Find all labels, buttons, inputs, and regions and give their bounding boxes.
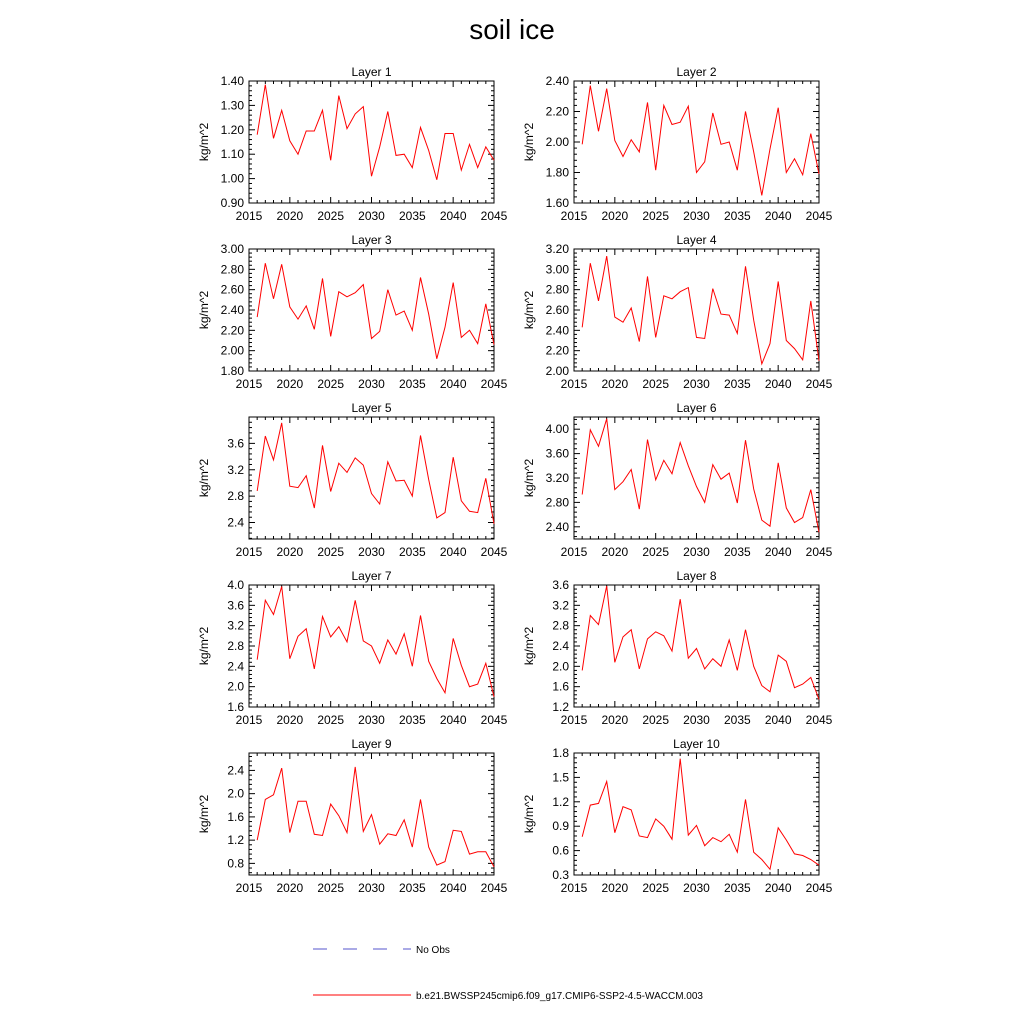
y-tick-label: 2.20 [545, 343, 569, 358]
y-tick-label: 1.00 [220, 171, 244, 186]
x-tick-label: 2020 [601, 545, 629, 559]
panel-title: Layer 5 [351, 401, 392, 415]
y-axis-label: kg/m^2 [522, 458, 536, 498]
x-tick-label: 2015 [560, 209, 588, 223]
y-tick-label: 2.0 [227, 679, 244, 694]
plot-frame [574, 585, 819, 707]
y-axis-label: kg/m^2 [522, 794, 536, 834]
chart-panel-layer-6 [522, 401, 833, 559]
x-tick-label: 2035 [723, 545, 751, 559]
x-tick-label: 2015 [560, 881, 588, 895]
y-tick-label: 3.2 [227, 462, 244, 477]
x-tick-label: 2035 [723, 377, 751, 391]
y-tick-label: 1.80 [220, 364, 244, 378]
x-tick-label: 2030 [358, 377, 385, 391]
plot-frame [574, 753, 819, 875]
y-tick-label: 2.4 [552, 639, 569, 653]
y-tick-label: 1.5 [552, 770, 569, 785]
y-axis-label: kg/m^2 [197, 458, 211, 498]
y-axis-label: kg/m^2 [197, 122, 211, 162]
panel-title: Layer 1 [351, 65, 392, 79]
chart-panel-layer-5 [197, 401, 508, 559]
panel-title: Layer 10 [673, 737, 720, 751]
y-tick-label: 2.80 [545, 282, 569, 297]
x-tick-label: 2030 [683, 545, 710, 559]
y-tick-label: 2.4 [227, 515, 244, 530]
plot-frame [249, 81, 494, 203]
x-tick-label: 2040 [439, 545, 467, 559]
series-line [257, 767, 494, 867]
series-line [582, 419, 819, 533]
y-tick-label: 3.2 [227, 618, 244, 633]
y-tick-label: 2.4 [227, 659, 244, 674]
x-tick-label: 2040 [439, 881, 467, 895]
chart-panel-layer-1 [197, 65, 508, 223]
chart-panels [197, 65, 833, 895]
x-tick-label: 2030 [358, 713, 385, 727]
x-tick-label: 2020 [276, 713, 304, 727]
y-tick-label: 3.6 [552, 578, 569, 592]
series-line [582, 586, 819, 699]
x-tick-label: 2040 [439, 377, 467, 391]
figure-title: soil ice [469, 14, 555, 45]
x-tick-label: 2020 [601, 881, 629, 895]
y-tick-label: 2.00 [545, 135, 569, 149]
panel-title: Layer 3 [351, 233, 392, 247]
x-tick-label: 2035 [723, 209, 751, 223]
x-tick-label: 2015 [560, 713, 588, 727]
y-tick-label: 2.60 [545, 303, 569, 317]
x-tick-label: 2045 [805, 545, 833, 559]
panel-title: Layer 7 [351, 569, 392, 583]
x-tick-label: 2040 [764, 881, 792, 895]
x-tick-label: 2045 [480, 377, 508, 391]
y-tick-label: 0.6 [552, 843, 569, 858]
x-tick-label: 2030 [358, 545, 385, 559]
y-tick-label: 2.80 [545, 495, 569, 510]
chart-panel-layer-10 [522, 737, 833, 895]
y-tick-label: 2.00 [545, 364, 569, 378]
x-tick-label: 2020 [276, 209, 304, 223]
x-tick-label: 2025 [642, 545, 670, 559]
chart-panel-layer-3 [197, 233, 508, 391]
x-tick-label: 2015 [235, 881, 263, 895]
y-tick-label: 3.60 [545, 446, 569, 461]
y-tick-label: 2.0 [552, 659, 569, 674]
legend [313, 945, 703, 1002]
x-tick-label: 2030 [683, 209, 710, 223]
series-line [257, 423, 494, 524]
panel-title: Layer 6 [676, 401, 717, 415]
chart-panel-layer-8 [522, 569, 833, 727]
y-tick-label: 2.4 [227, 763, 244, 778]
series-line [257, 85, 494, 180]
x-tick-label: 2035 [398, 881, 426, 895]
series-line [582, 759, 819, 870]
panel-title: Layer 8 [676, 569, 717, 583]
series-line [257, 263, 494, 359]
x-tick-label: 2045 [805, 881, 833, 895]
y-axis-label: kg/m^2 [197, 290, 211, 330]
y-tick-label: 2.8 [227, 489, 244, 504]
series-line [582, 256, 819, 364]
y-tick-label: 2.40 [220, 303, 244, 317]
y-axis-label: kg/m^2 [197, 626, 211, 666]
x-tick-label: 2040 [764, 713, 792, 727]
y-axis-label: kg/m^2 [522, 626, 536, 666]
x-tick-label: 2020 [276, 545, 304, 559]
x-tick-label: 2020 [276, 881, 304, 895]
y-tick-label: 3.2 [552, 598, 569, 613]
y-axis-label: kg/m^2 [522, 290, 536, 330]
series-line [257, 587, 494, 697]
chart-panel-layer-7 [197, 569, 508, 727]
x-tick-label: 2040 [764, 545, 792, 559]
chart-panel-layer-2 [522, 65, 833, 223]
x-tick-label: 2040 [764, 209, 792, 223]
x-tick-label: 2045 [480, 545, 508, 559]
chart-panel-layer-9 [197, 737, 508, 895]
x-tick-label: 2030 [683, 377, 710, 391]
y-tick-label: 4.00 [545, 422, 569, 437]
x-tick-label: 2025 [642, 377, 670, 391]
y-tick-label: 3.00 [220, 242, 244, 256]
y-tick-label: 1.6 [552, 679, 569, 694]
x-tick-label: 2020 [601, 377, 629, 391]
y-axis-label: kg/m^2 [522, 122, 536, 162]
y-tick-label: 2.8 [227, 639, 244, 653]
x-tick-label: 2040 [439, 209, 467, 223]
x-tick-label: 2030 [683, 713, 710, 727]
y-axis-label: kg/m^2 [197, 794, 211, 834]
y-tick-label: 0.9 [552, 819, 569, 834]
y-tick-label: 2.60 [220, 282, 244, 297]
x-tick-label: 2035 [398, 377, 426, 391]
panel-title: Layer 4 [676, 233, 717, 247]
y-tick-label: 3.00 [545, 262, 569, 277]
y-tick-label: 0.3 [552, 868, 569, 882]
y-tick-label: 1.30 [220, 98, 244, 113]
y-tick-label: 2.8 [552, 618, 569, 633]
y-tick-label: 2.80 [220, 262, 244, 277]
x-tick-label: 2015 [235, 713, 263, 727]
x-tick-label: 2025 [317, 881, 345, 895]
y-tick-label: 2.0 [227, 786, 244, 801]
y-tick-label: 3.20 [545, 242, 569, 256]
x-tick-label: 2035 [723, 881, 751, 895]
x-tick-label: 2045 [480, 881, 508, 895]
x-tick-label: 2035 [398, 713, 426, 727]
x-tick-label: 2025 [317, 713, 345, 727]
x-tick-label: 2045 [805, 209, 833, 223]
plot-frame [574, 417, 819, 539]
x-tick-label: 2025 [317, 377, 345, 391]
x-tick-label: 2025 [642, 209, 670, 223]
x-tick-label: 2020 [601, 209, 629, 223]
y-tick-label: 1.40 [220, 74, 244, 88]
y-tick-label: 1.2 [227, 833, 244, 848]
y-tick-label: 1.60 [545, 196, 569, 210]
y-tick-label: 2.00 [220, 343, 244, 358]
x-tick-label: 2045 [480, 713, 508, 727]
chart-panel-layer-4 [522, 233, 833, 391]
panel-title: Layer 9 [351, 737, 392, 751]
x-tick-label: 2025 [642, 881, 670, 895]
x-tick-label: 2045 [805, 377, 833, 391]
x-tick-label: 2040 [764, 377, 792, 391]
x-tick-label: 2040 [439, 713, 467, 727]
x-tick-label: 2015 [235, 545, 263, 559]
y-tick-label: 0.90 [220, 196, 244, 210]
x-tick-label: 2020 [601, 713, 629, 727]
x-tick-label: 2030 [358, 881, 385, 895]
y-tick-label: 1.80 [545, 165, 569, 180]
x-tick-label: 2045 [805, 713, 833, 727]
series-line [582, 86, 819, 196]
y-tick-label: 2.40 [545, 323, 569, 338]
y-tick-label: 2.20 [220, 323, 244, 338]
legend-model-label: b.e21.BWSSP245cmip6.f09_g17.CMIP6-SSP2-4.5-WACCM.003 [416, 991, 703, 1002]
legend-obs-label: No Obs [416, 945, 450, 956]
x-tick-label: 2045 [480, 209, 508, 223]
y-tick-label: 3.6 [227, 598, 244, 613]
y-tick-label: 2.40 [545, 519, 569, 534]
y-tick-label: 3.6 [227, 436, 244, 451]
x-tick-label: 2035 [398, 209, 426, 223]
x-tick-label: 2030 [358, 209, 385, 223]
x-tick-label: 2025 [642, 713, 670, 727]
x-tick-label: 2025 [317, 545, 345, 559]
x-tick-label: 2020 [276, 377, 304, 391]
x-tick-label: 2015 [560, 377, 588, 391]
x-tick-label: 2035 [398, 545, 426, 559]
y-tick-label: 1.6 [227, 809, 244, 824]
y-tick-label: 1.2 [552, 794, 569, 809]
y-tick-label: 1.2 [552, 700, 569, 714]
x-tick-label: 2015 [560, 545, 588, 559]
y-tick-label: 4.0 [227, 578, 244, 592]
y-tick-label: 1.8 [552, 746, 569, 760]
x-tick-label: 2015 [235, 377, 263, 391]
y-tick-label: 1.20 [220, 122, 244, 137]
x-tick-label: 2030 [683, 881, 710, 895]
y-tick-label: 1.10 [220, 147, 244, 162]
panel-title: Layer 2 [676, 65, 717, 79]
x-tick-label: 2035 [723, 713, 751, 727]
x-tick-label: 2025 [317, 209, 345, 223]
y-tick-label: 0.8 [227, 856, 244, 871]
y-tick-label: 3.20 [545, 471, 569, 485]
x-tick-label: 2015 [235, 209, 263, 223]
y-tick-label: 2.40 [545, 74, 569, 88]
y-tick-label: 2.20 [545, 104, 569, 119]
y-tick-label: 1.6 [227, 700, 244, 714]
